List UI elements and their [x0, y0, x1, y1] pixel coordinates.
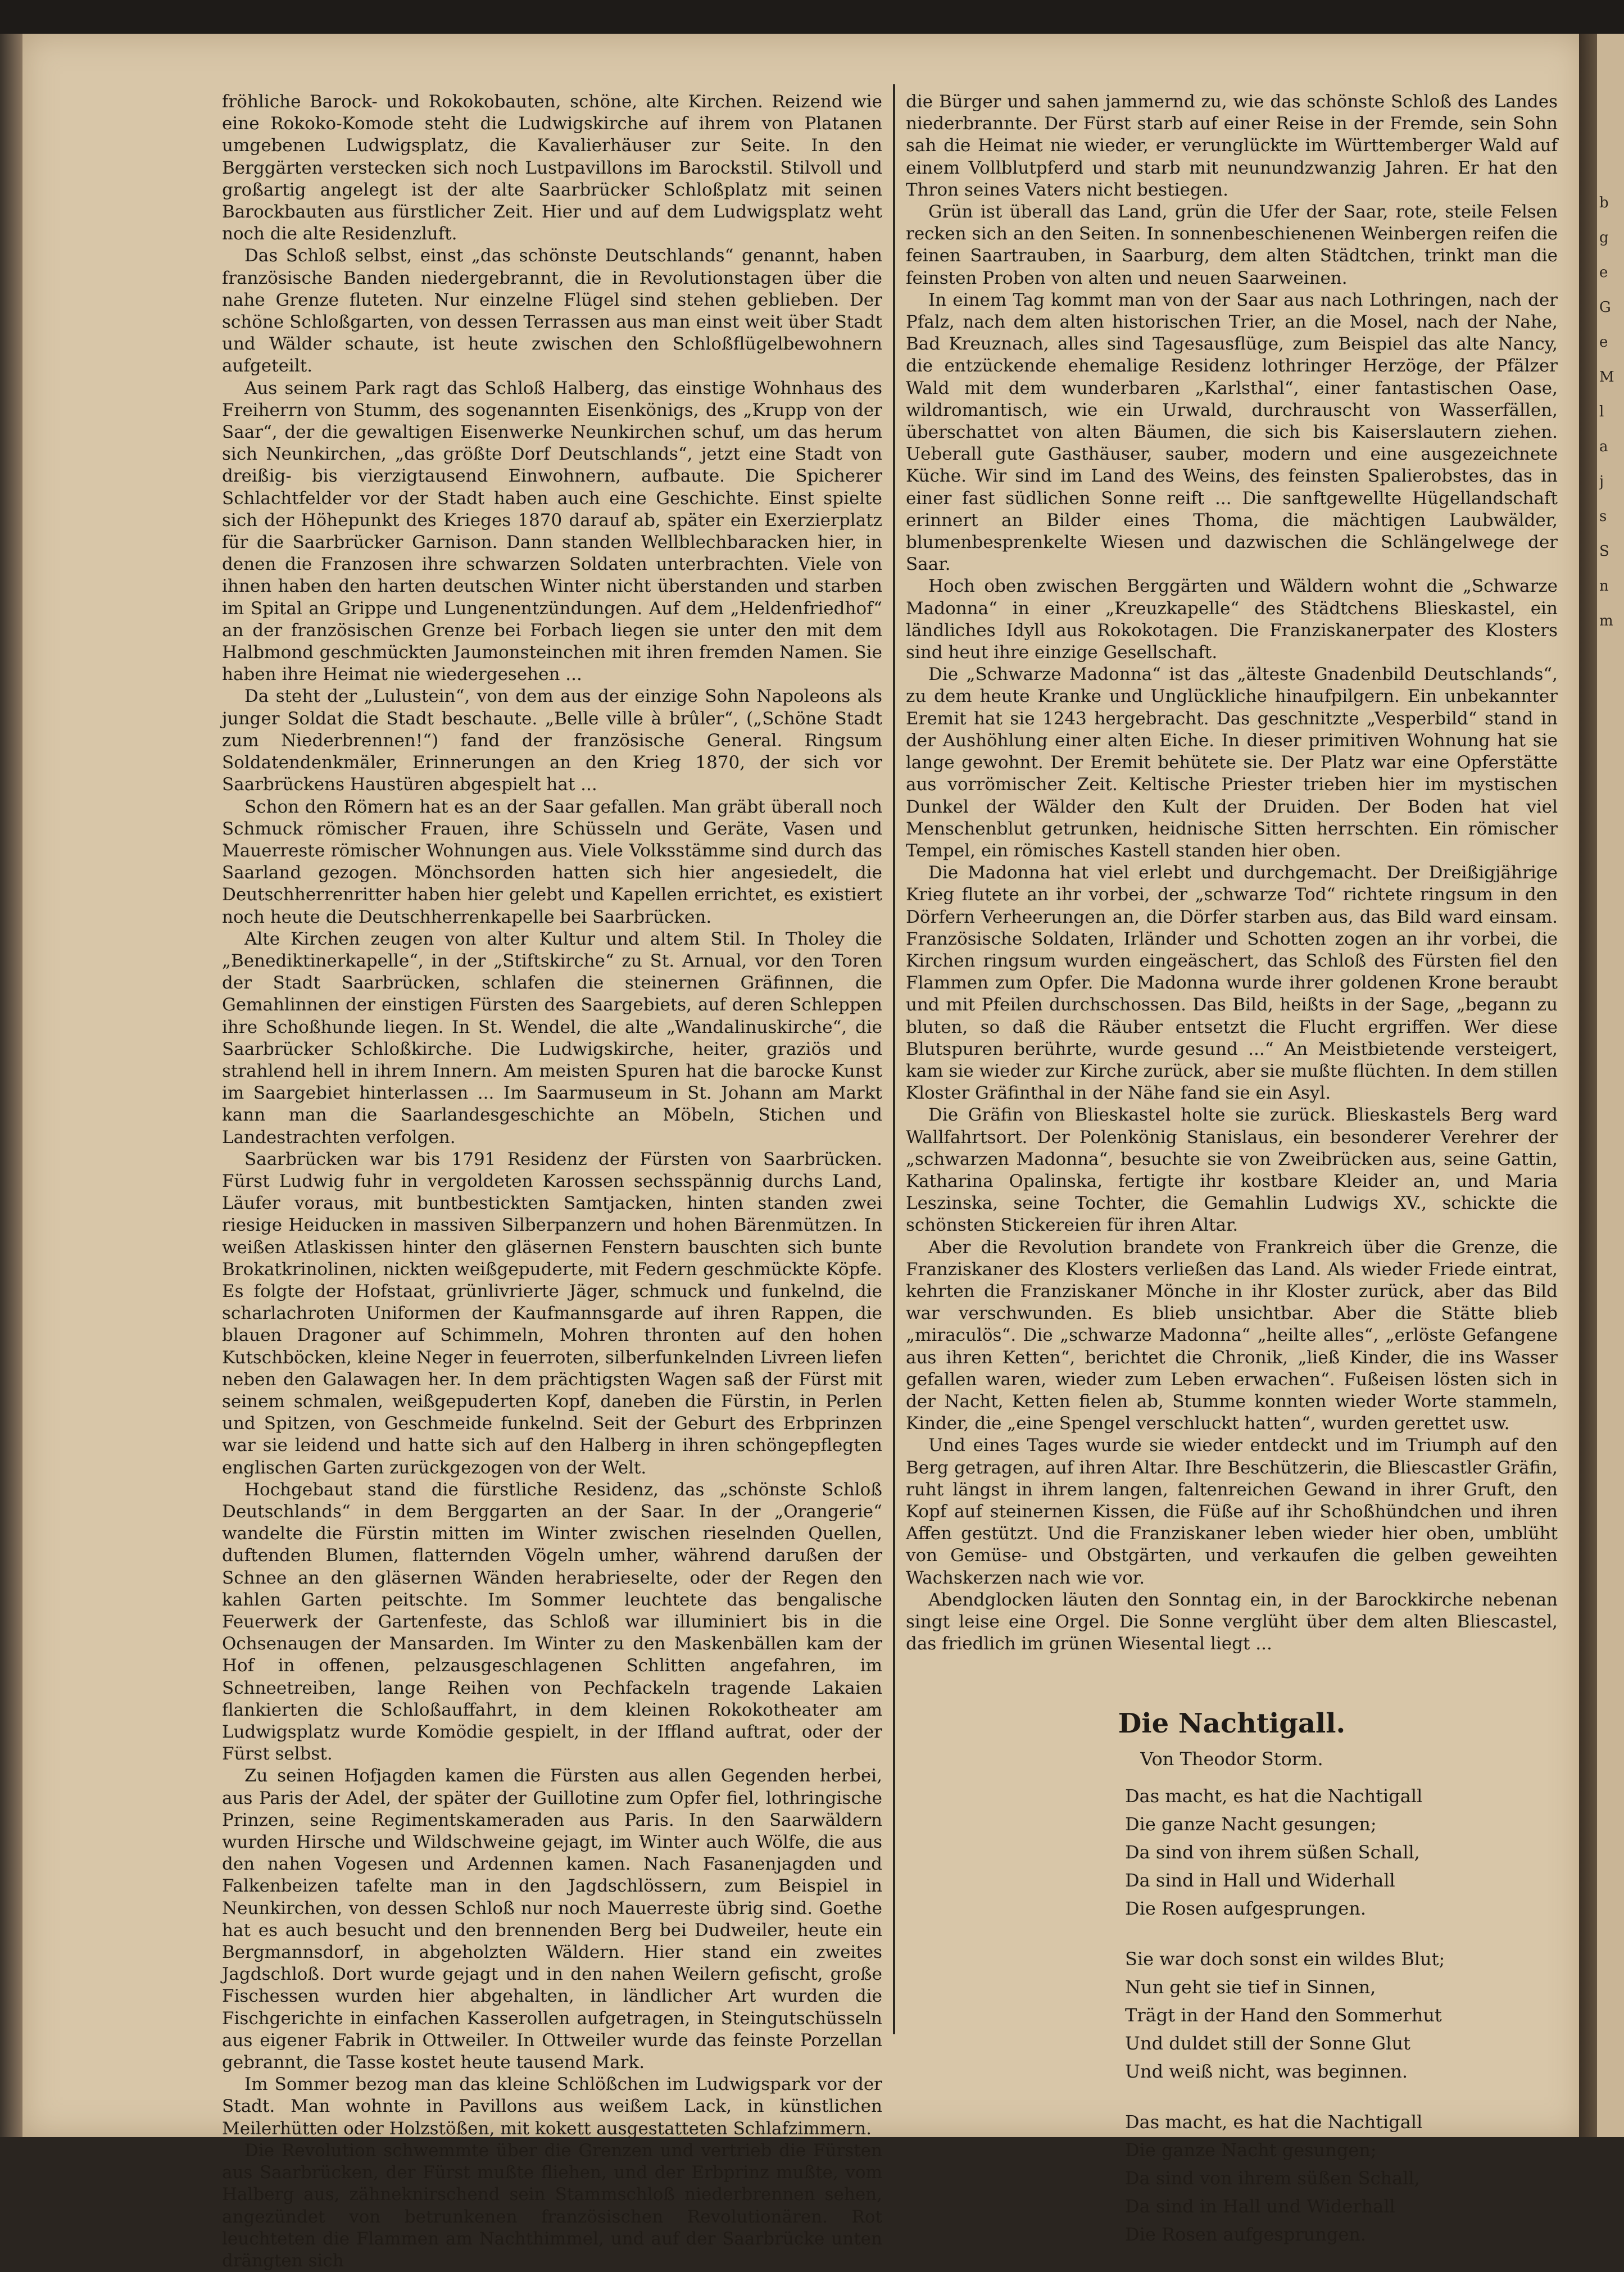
poem-line: Trägt in der Hand den Sommerhut [1125, 2004, 1442, 2026]
poem-line: Die Rosen aufgesprungen. [1125, 2223, 1367, 2245]
paragraph: Aber die Revolution brandete von Frankreich über die Grenze, die Franziskaner des Klosters verließen das Land. Als wieder Friede eintrat, kehrten die Franziskaner Mönche in ihr Kloster zurück, aber das Bild war verschwunden. Es blieb unsichtbar. Aber die Stätte blieb „miraculös“. Die „schwarze Madonna“ „heilte alles“, „erlöste Gefangene aus ihren Ketten“, berichtet die Chronik, „ließ Kinder, die ins Wasser gefallen waren, wieder zum Leben erwachen“. Fußeisen lösten sich in der Nacht, Ketten fielen ab, Stumme konnten wieder Worte stammeln, Kinder, die „eine Spengel verschluckt hatten“, wurden gerettet usw. [906, 1237, 1558, 1434]
paragraph: Das Schloß selbst, einst „das schönste Deutschlands“ genannt, haben französische Banden niedergebrannt, die in Revolutionstagen über die nahe Grenze fluteten. Nur einzelne Flügel sind stehen geblieben. Der schöne Schloßgarten, von dessen Terrassen aus man einst weit über Stadt und Wälder schaute, ist heute zwischen den Schloßflügelbewohnern aufgeteilt. [222, 246, 882, 377]
gutter-letter: s [1599, 508, 1607, 525]
poem-author: Von Theodor Storm. [1140, 1748, 1323, 1770]
paragraph: Die Revolution schwemmte über die Grenzen und vertrieb die Fürsten aus Saarbrücken, der Fürst mußte fliehen, und der Erbprinz mußte, vom Halberg aus, zähneknirschend sein Stammschloß niederbrennen sehen, angezündet von betrunkenen französischen Revolutionären. Rot leuchteten die Flammen am Nachthimmel, und auf der Saarbrücke unten drängten sich [222, 2140, 882, 2271]
paragraph: Im Sommer bezog man das kleine Schlößchen im Ludwigspark vor der Stadt. Man wohnte in Pavillons aus weißem Lack, in künstlichen Meilerhütten oder Holzstößen, mit kokett ausgestatteten Schlafzimmern. [222, 2074, 882, 2139]
poem-stanza [1125, 2108, 1558, 2248]
paragraph: Hoch oben zwischen Berggärten und Wäldern wohnt die „Schwarze Madonna“ in einer „Kreuzkapelle“ des Städtchens Blieskastel, ein ländliches Idyll aus Rokokotagen. Die Franziskanerpater des Klosters sind heut ihre einzige Gesellschaft. [906, 576, 1558, 663]
paragraph: Da steht der „Lulustein“, von dem aus der einzige Sohn Napoleons als junger Soldat die Stadt beschaute. „Belle ville à brûler“, („Schöne Stadt zum Niederbrennen!“) fand der französische General. Ringsum Soldatendenkmäler, Erinnerungen an den Krieg 1870, der sich vor Saarbrückens Haustüren abgespielt hat ... [222, 686, 882, 795]
gutter-letter: e [1599, 334, 1608, 351]
poem-line: Da sind in Hall und Widerhall [1125, 1869, 1395, 1891]
gutter-letter: S [1599, 543, 1609, 560]
gutter-letter: m [1599, 613, 1613, 629]
page-left-edge [0, 34, 22, 2137]
gutter-letter: n [1599, 578, 1609, 595]
paragraph: Schon den Römern hat es an der Saar gefallen. Man gräbt überall noch Schmuck römischer Frauen, ihre Schüsseln und Geräte, Vasen und Mauerreste römischer Wohnungen aus. Viele Volksstämme sind durch das Saarland gezogen. Mönchsorden hatten sich hier angesiedelt, die Deutschherrenritter haben hier gelebt und Kapellen errichtet, es existiert noch heute die Deutschherrenkapelle bei Saarbrücken. [222, 796, 882, 927]
left-column [222, 91, 882, 2272]
paragraph: Aus seinem Park ragt das Schloß Halberg, das einstige Wohnhaus des Freiherrn von Stumm, des sogenannten Eisenkönigs, des „Krupp von der Saar“, der die gewaltigen Eisenwerke Neunkirchen schuf, um das herum sich Neunkirchen, „das größte Dorf Deutschlands“, jetzt eine Stadt von dreißig- bis vierzigtausend Einwohnern, aufbaute. Die Spicherer Schlachtfelder vor der Stadt haben auch eine Geschichte. Einst spielte sich der Höhepunkt des Krieges 1870 darauf ab, später ein Exerzierplatz für die Saarbrücker Garnison. Dann standen Wellblechbaracken hier, in denen die Franzosen ihre schwarzen Soldaten unterbrachten. Viele von ihnen haben den harten deutschen Winter nicht überstanden und starben im Spital an Grippe und Lungenentzündungen. Auf dem „Heldenfriedhof“ an der französischen Grenze bei Forbach liegen sie unter den mit dem Halbmond geschmückten Jaumonsteinchen mit ihren fremden Namen. Sie haben ihre Heimat nie wiedergesehen ... [222, 378, 882, 685]
gutter-letter: M [1599, 369, 1614, 386]
poem-line: Da sind in Hall und Widerhall [1125, 2195, 1395, 2217]
gutter-letter: a [1599, 438, 1608, 455]
gutter-letter: G [1599, 299, 1611, 316]
paragraph: In einem Tag kommt man von der Saar aus nach Lothringen, nach der Pfalz, nach dem alten historischen Trier, an die Mosel, nach der Nahe, Bad Kreuznach, alles sind Tagesausflüge, zum Beispiel das alte Nancy, die entzückende ehemalige Residenz lothringer Herzöge, der Pfälzer Wald mit dem wunderbaren „Karlsthal“, einer fantastischen Oase, wildromantisch, wie ein Urwald, durchrauscht von Wasserfällen, überschattet von alten Bäumen, die sich bis Kaiserslautern ziehen. Ueberall gute Gasthäuser, sauber, modern und eine ausgezeichnete Küche. Wir sind im Land des Weins, des feinsten Spalierobstes, das in einer fast südlichen Sonne reift ... Die sanftgewellte Hügellandschaft erinnert an Bilder eines Thoma, die mächtigen Laubwälder, blumenbesprenkelte Wiesen und dazwischen die Schlängelwege der Saar. [906, 289, 1558, 575]
poem-line: Sie war doch sonst ein wildes Blut; [1125, 1948, 1445, 1970]
paragraph: die Bürger und sahen jammernd zu, wie das schönste Schloß des Landes niederbrannte. Der Fürst starb auf einer Reise in der Fremde, sein Sohn sah die Heimat nie wieder, er verunglückte im Württemberger Wald auf einem Vollblutpferd und starb mit neunundzwanzig Jahren. Er hat den Thron seines Vaters nicht bestiegen. [906, 92, 1558, 200]
paragraph: Abendglocken läuten den Sonntag ein, in der Barockkirche nebenan singt leise eine Orgel. Die Sonne verglüht über dem alten Bliescastel, das friedlich im grünen Wiesental liegt ... [906, 1589, 1558, 1654]
poem-stanza [1125, 1782, 1558, 1922]
poem-line: Das macht, es hat die Nachtigall [1125, 1785, 1423, 1807]
paragraph: Zu seinen Hofjagden kamen die Fürsten aus allen Gegenden herbei, aus Paris der Adel, der später der Guillotine zum Opfer fiel, lothringische Prinzen, seine Regimentskameraden aus Paris. In den Saarwäldern wurden Hirsche und Wildschweine gejagt, im Winter auch Wölfe, die aus den nahen Vogesen und Ardennen kamen. Nach Fasanenjagden und Falkenbeizen tafelte man in den Jagdschlössern, zum Beispiel in Neunkirchen, von dessen Schloß nur noch Mauerreste übrig sind. Goethe hat es auch besucht und den brennenden Berg bei Dudweiler, heute ein Bergmannsdorf, in abgeholzten Wäldern. Hier stand ein zweites Jagdschloß. Dort wurde gejagt und in den nahen Weilern gefischt, große Fischessen wurden hier abgehalten, in ländlicher Art wurden die Fischgerichte in einfachen Kasserollen aufgetragen, in Steingutschüsseln aus eigener Fabrik in Ottweiler. In Ottweiler wurde das feinste Porzellan gebrannt, die Tasse kostet heute tausend Mark. [222, 1766, 882, 2073]
paragraph: Die Gräfin von Blieskastel holte sie zurück. Blieskastels Berg ward Wallfahrtsort. Der Polenkönig Stanislaus, ein besonderer Verehrer der „schwarzen Madonna“, besuchte sie von Zweibrücken aus, seine Gattin, Katharina Opalinska, fertigte ihr kostbare Kleider an, und Maria Leszinska, seine Tochter, die Gemahlin Ludwigs XV., schickte die schönsten Stickereien für ihren Altar. [906, 1105, 1558, 1236]
poem-line: Die ganze Nacht gesungen; [1125, 1813, 1377, 1835]
poem-title: Die Nachtigall. [1118, 1708, 1346, 1740]
paragraph: fröhliche Barock- und Rokokobauten, schöne, alte Kirchen. Reizend wie eine Rokoko-Komode steht die Ludwigskirche auf ihrem von Platanen umgebenen Ludwigsplatz, die Kavalierhäuser zur Seite. In den Berggärten verstecken sich noch Lustpavillons im Barockstil. Stilvoll und großartig angelegt ist der alte Saarbrücker Schloßplatz mit seinen Barockbauten aus fürstlicher Zeit. Hier und auf dem Ludwigsplatz weht noch die alte Residenzluft. [222, 92, 882, 244]
poem-line: Die Rosen aufgesprungen. [1125, 1897, 1367, 1919]
next-page-fragment [1599, 185, 1622, 638]
poem-line: Das macht, es hat die Nachtigall [1125, 2111, 1423, 2133]
paragraph: Alte Kirchen zeugen von alter Kultur und altem Stil. In Tholey die „Benediktinerkapelle“, in der „Stiftskirche“ zu St. Arnual, vor den Toren der Stadt Saarbrücken, schlafen die steinernen Gräfinnen, die Gemahlinnen der einstigen Fürsten des Saargebiets, auf deren Schleppen ihre Schoßhunde liegen. In St. Wendel, die alte „Wandalinuskirche“, die Saarbrücker Schloßkirche. Die Ludwigskirche, heiter, graziös und strahlend hell in ihrem Innern. Am meisten Spuren hat die barocke Kunst im Saargebiet hinterlassen ... Im Saarmuseum in St. Johann am Markt kann man die Saarlandesgeschichte an Möbeln, Stichen und Landestrachten verfolgen. [222, 928, 882, 1148]
gutter-letter: l [1599, 403, 1604, 420]
paragraph: Die Madonna hat viel erlebt und durchgemacht. Der Dreißigjährige Krieg flutete an ihr vorbei, der „schwarze Tod“ richtete ringsum in den Dörfern Verheerungen an, die Dörfer starben aus, das Bild ward einsam. Französische Soldaten, Irländer und Schotten zogen an ihr vorbei, die Kirchen ringsum wurden eingeäschert, das Schloß des Fürsten fiel den Flammen zum Opfer. Die Madonna wurde ihrer goldenen Krone beraubt und mit Pfeilen durchschossen. Das Bild, heißts in der Sage, „begann zu bluten, so daß die Räuber entsetzt die Flucht ergriffen. Wer diese Blutspuren berührte, wurde gesund ...“ An Meistbietende versteigert, kam sie wieder zur Kirche zurück, aber sie mußte flüchten. In dem stillen Kloster Gräfinthal in der Nähe fand sie ein Asyl. [906, 863, 1558, 1104]
poem-line: Und duldet still der Sonne Glut [1125, 2032, 1410, 2054]
poem-line: Da sind von ihrem süßen Schall, [1125, 1841, 1420, 1863]
poem-line: Die ganze Nacht gesungen; [1125, 2139, 1377, 2161]
paragraph: Und eines Tages wurde sie wieder entdeckt und im Triumph auf den Berg getragen, auf ihren Altar. Ihre Beschützerin, die Bliescastler Gräfin, ruht längst in ihrem langen, faltenreichen Gewand in ihrer Gruft, den Kopf auf steinernen Kissen, die Füße auf ihr Schoßhündchen und ihren Affen gestützt. Und die Franziskaner leben wieder hier oben, umblüht von Gemüse- und Obstgärten, und verkaufen die gelben geweihten Wachskerzen nach wie vor. [906, 1435, 1558, 1588]
poem-line: Da sind von ihrem süßen Schall, [1125, 2167, 1420, 2189]
paragraph: Grün ist überall das Land, grün die Ufer der Saar, rote, steile Felsen recken sich an den Seiten. In sonnenbeschienenen Weinbergen reifen die feinen Saartrauben, in Saarburg, dem alten Städtchen, trinkt man die feinsten Proben von alten und neuen Saarweinen. [906, 202, 1558, 288]
gutter-letter: j [1599, 473, 1604, 490]
gutter-letter: e [1599, 264, 1608, 281]
gutter-letter: b [1599, 194, 1609, 211]
poem-line: Nun geht sie tief in Sinnen, [1125, 1976, 1376, 1998]
scanner-top-edge [0, 0, 1624, 34]
gutter-letter: g [1599, 229, 1609, 246]
paragraph: Saarbrücken war bis 1791 Residenz der Fürsten von Saarbrücken. Fürst Ludwig fuhr in vergoldeten Karossen sechsspännig durchs Land, Läufer voraus, mit buntbestickten Samtjacken, hinten standen zwei riesige Heiducken in massiven Silberpanzern und hohen Bärenmützen. In weißen Atlaskissen hinter den gläsernen Fenstern bauschten sich bunte Brokatkrinolinen, nickten weißgepuderte, mit Federn geschmückte Köpfe. Es folgte der Hofstaat, grünlivrierte Jäger, schmuck und funkelnd, die scharlachroten Uniformen der Kaufmannsgarde auf ihren Rappen, die blauen Dragoner auf Schimmeln, Mohren thronten auf den hohen Kutschböcken, kleine Neger in feuerroten, silberfunkelnden Livreen liefen neben den Galawagen her. In dem prächtigsten Wagen saß der Fürst mit seinem schmalen, weißgepuderten Kopf, daneben die Fürstin, in Perlen und Spitzen, von Geschmeide funkelnd. Seit der Geburt des Erbprinzen war sie leidend und hatte sich auf den Halberg in ihren schöngepflegten englischen Garten zurückgezogen von der Welt. [222, 1149, 882, 1478]
column-divider [893, 84, 895, 2034]
paragraph: Hochgebaut stand die fürstliche Residenz, das „schönste Schloß Deutschlands“ in dem Berggarten an der Saar. In der „Orangerie“ wandelte die Fürstin mitten im Winter zwischen rieselnden Quellen, duftenden Blumen, flatternden Vögeln umher, während darußen der Schnee an den gläsernen Wänden herabrieselte, oder der Regen den kahlen Garten peitschte. Im Sommer leuchtete das bengalische Feuerwerk der Gartenfeste, das Schloß war illuminiert bis in die Ochsenaugen der Mansarden. Im Winter zu den Maskenbällen kam der Hof in offenen, pelzausgeschlagenen Schlitten angefahren, im Schneetreiben, lange Reihen von Pechfackeln tragende Lakaien flankierten die Schloßauffahrt, in dem kleinen Rokokotheater am Ludwigsplatz wurde Komödie gespielt, in der Iffland auftrat, oder der Fürst selbst. [222, 1479, 882, 1765]
poem-line: Und weiß nicht, was beginnen. [1125, 2060, 1408, 2082]
paragraph: Die „Schwarze Madonna“ ist das „älteste Gnadenbild Deutschlands“, zu dem heute Kranke und Unglückliche hinaufpilgern. Ein unbekannter Eremit hat sie 1243 hergebracht. Das geschnitzte „Vesperbild“ stand in der Aushöhlung einer alten Eiche. In dieser primitiven Wohnung hat sie lange gewohnt. Der Eremit behütete sie. Der Platz war eine Opferstätte aus vorrömischer Zeit. Keltische Priester trieben hier im mystischen Dunkel der Wälder den Kult der Druiden. Der Boden hat viel Menschenblut getrunken, heidnische Sitten herrschten. Ein römischer Tempel, ein römisches Kastell standen hier oben. [906, 664, 1558, 861]
right-column [906, 91, 1558, 2271]
poem-stanza [1125, 1945, 1558, 2085]
